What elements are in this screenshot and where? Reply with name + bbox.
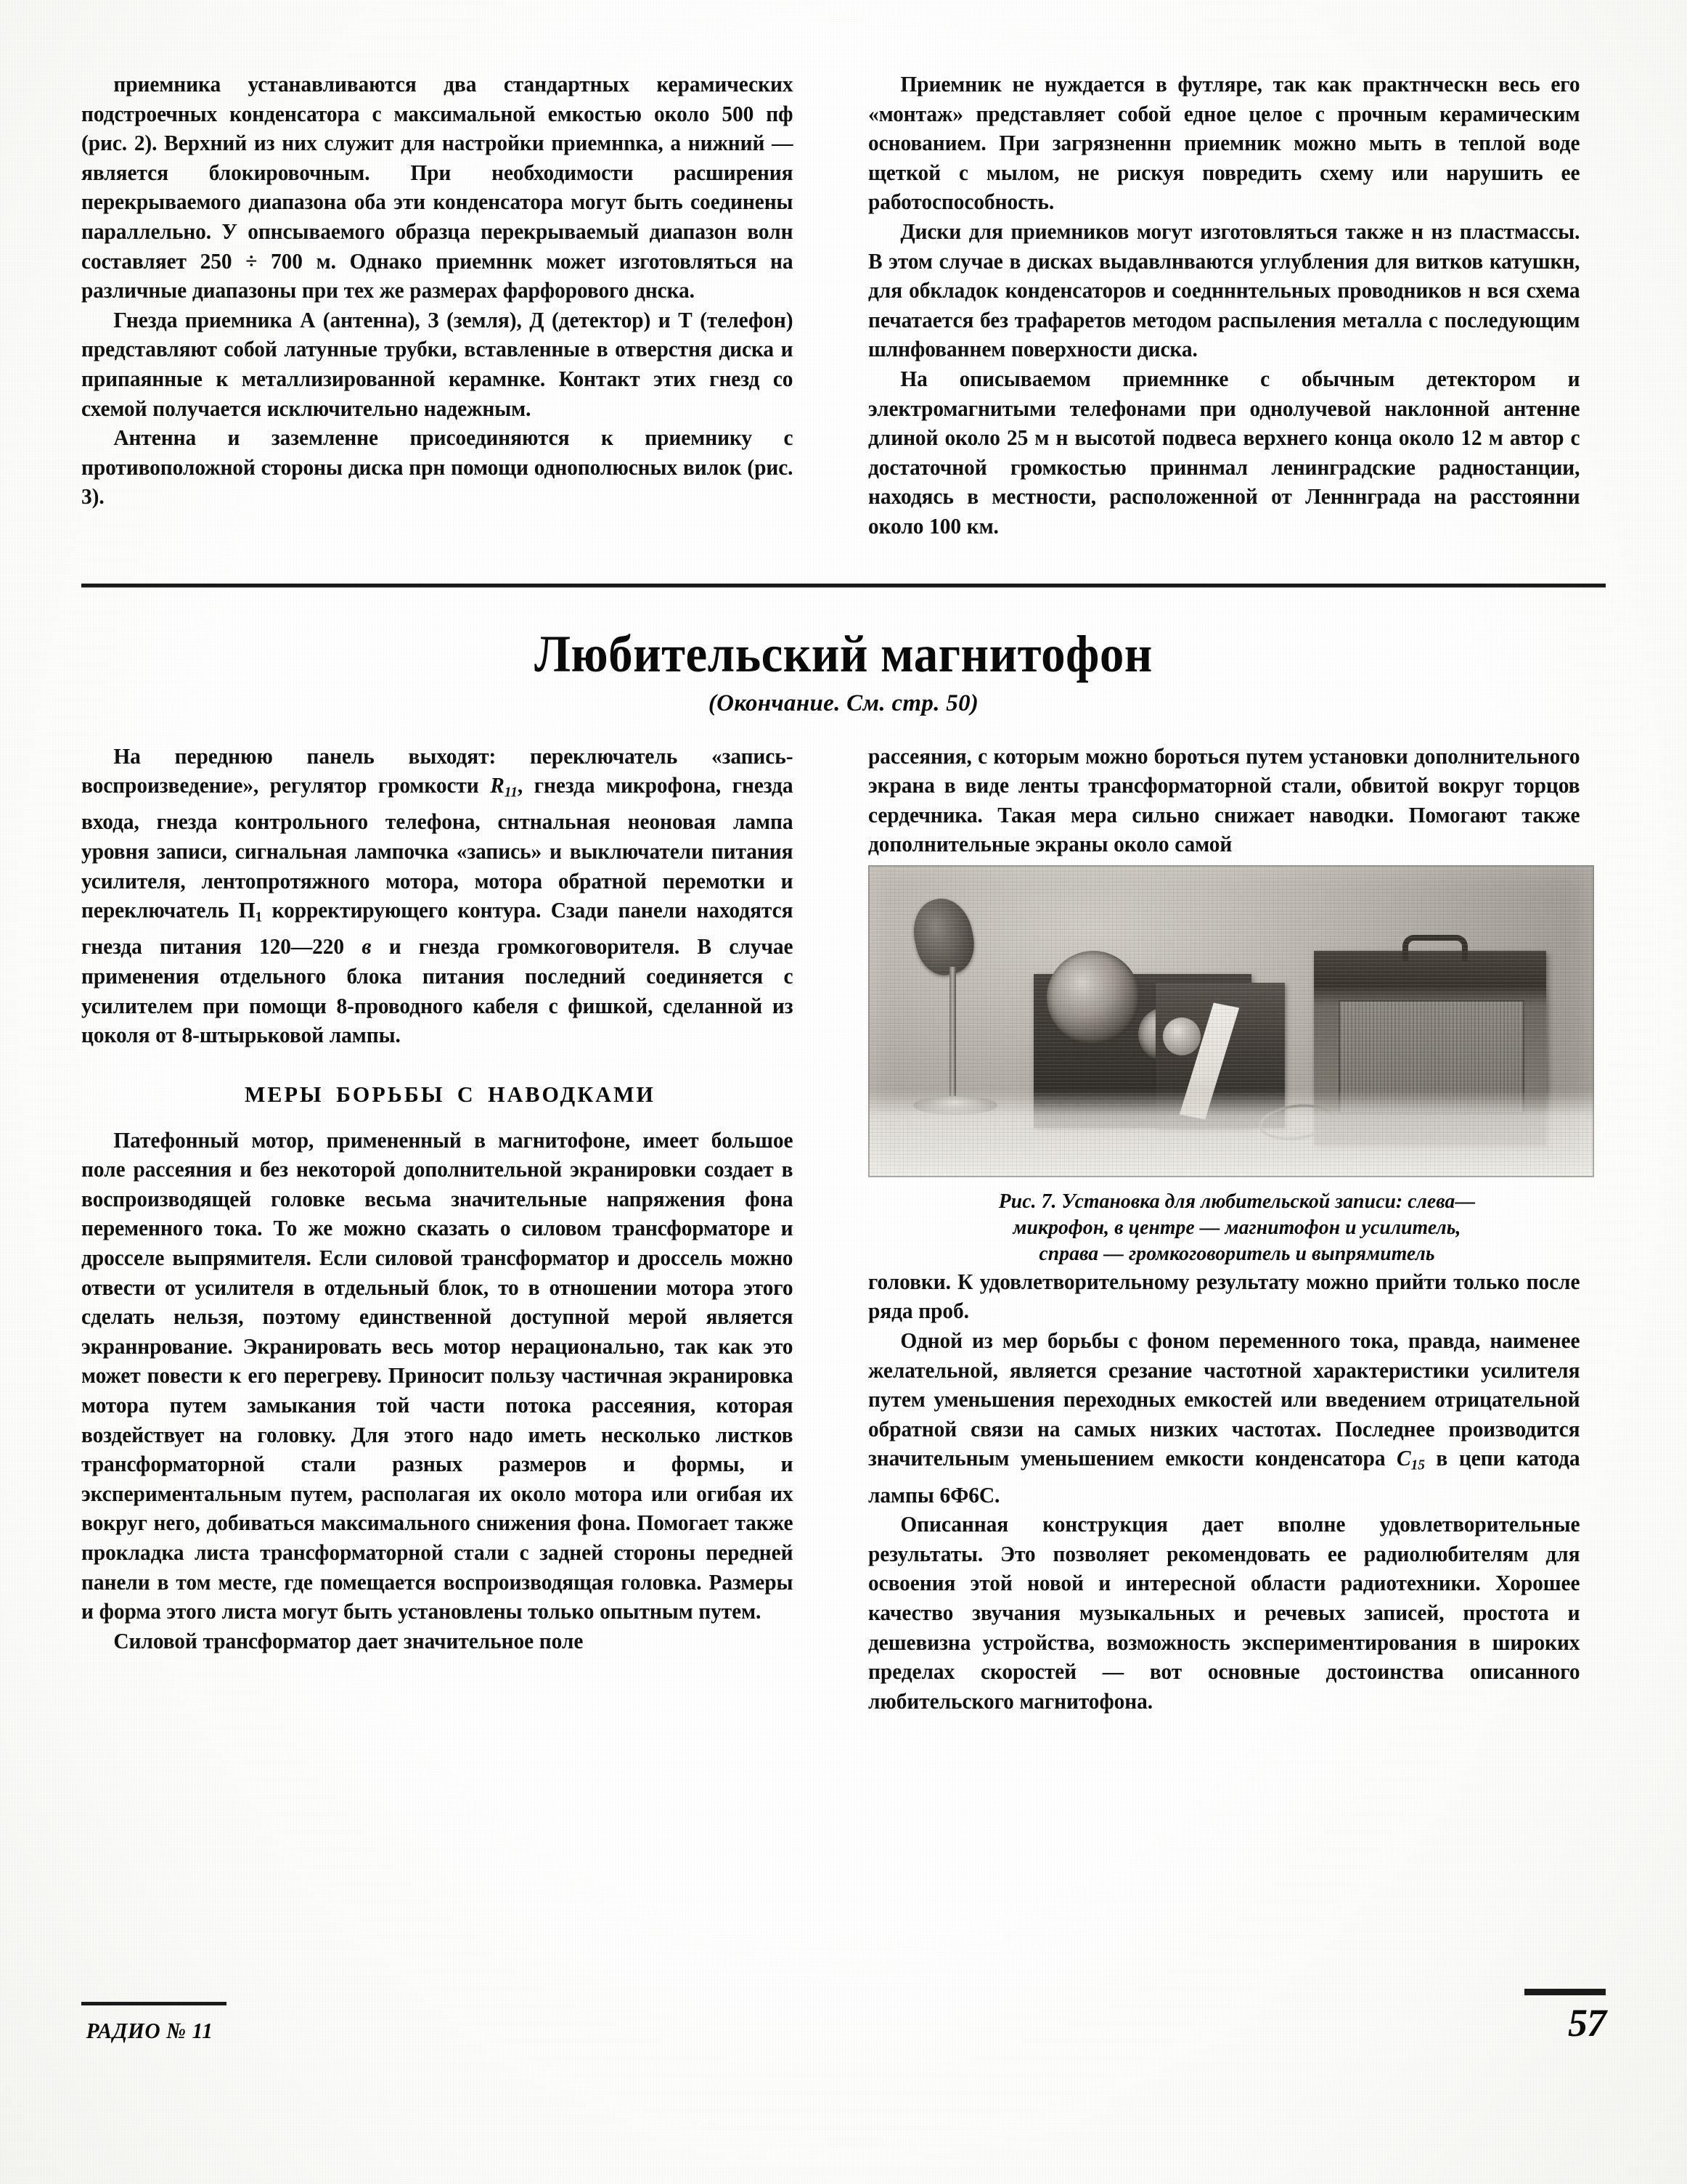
section-heading-interference: МЕРЫ БОРЬБЫ С НАВОДКАМИ	[244, 1081, 656, 1107]
paragraph-capacitor	[868, 1326, 1580, 1510]
top-article-left-column	[81, 70, 819, 541]
paragraph: Патефонный мотор, примененный в магнитофоне, имеет большое поле рассеяния и без некоторой дополнительной экранировки создает в воспроизводящей головке весьма значительные напряжения фона переменного тока. То же можно сказать о силовом трансформаторе и дросселе выпрямителя. Если силовой трансформатор и дроссель можно отвести от усилителя в отдельный блок, то в отношении мотора этого сделать нельзя, поэтому единственной доступной мерой является экраннрование. Экранировать весь мотор нерационально, так как это может повести к его перегреву. Приносит пользу частичная экранировка мотора путем замыкания той части потока рассеяния, которая воздействует на головку. Для этого надо иметь несколько листков трансформаторной стали разных размеров и формы, и экспериментальным путем, располагая их около мотора или огибая их вокруг него, добиваться максимального снижения фона. Помогает также прокладка листа трансформаторной стали с задней стороны передней панели в том месте, где помещается воспроизводящая головка. Размеры и форма этого листа могут быть установлены только опытным путем.	[81, 1127, 793, 1624]
article-separator-rule	[81, 584, 1606, 587]
switch-index: 1	[255, 909, 263, 925]
article-title: Любительский магнитофон	[534, 624, 1153, 683]
figure-caption-line-1: Рис. 7. Установка для любительской записи: слева—	[998, 1190, 1476, 1213]
figure-recording-setup	[868, 865, 1606, 1267]
paragraph: Приемник не нуждается в футляре, так как практнческн весь его «монтаж» представляет собой едное целое с прочным керамическим основанием. При загрязненнн приемник можно мыть в теплой воде щеткой с мылом, не рискуя повредить схему или нарушить ее работоспособность.	[868, 72, 1580, 215]
photo-recording-setup	[868, 865, 1594, 1177]
figure-caption-line-2: микрофон, в центре — магнитофон и усилитель,	[1013, 1216, 1461, 1239]
article-columns	[81, 742, 1606, 1717]
article-right-column	[868, 742, 1606, 1717]
paragraph: Описанная конструкция дает вполне удовлетворительные результаты. Это позволяет рекомендовать ее радиолюбителям для освоения этой новой и интересной области радиотехники. Хорошее качество звучания музыкальных и речевых записей, простота и дешевизна устройства, возможность экспериментирования в широких пределах скоростей — вот основные достоинства описанного любительского магнитофона.	[868, 1512, 1580, 1714]
top-article-columns	[81, 70, 1606, 541]
paragraph: Гнезда приемника А (антенна), З (земля), Д (детектор) и Т (телефон) представляют собой латунные трубки, вставленные в отверстня диска и припаянные к металлизированной керамнке. Контакт этих гнезд со схемой получается исключительно надежным.	[81, 307, 793, 421]
paragraph: головки. К удовлетворительному результату можно прийти только после ряда проб.	[868, 1269, 1580, 1324]
figure-caption	[879, 1189, 1595, 1267]
resistor-symbol: R	[490, 773, 505, 798]
paragraph-front-panel	[81, 742, 793, 1050]
photo-border	[868, 865, 1594, 1177]
page-number: 57	[1568, 2001, 1606, 2045]
paragraph-text: На переднюю панель выходят: переключатель «запись-воспроизведение», регулятор громкости $R_{11}$, гнезда микрофона, гнезда входа, гнезда контрольного телефона, снтнальная неоновая лампа уровня записи, сигнальная лампочка «запись» и выключатели питания усилителя, лентопротяжного мотора, мотора обратной перемотки и переключатель П1 корректирующего контура. Сзади панели находятся гнезда питания 120—220 в и гнезда громкоговорителя. В случае применения отдельного блока питания последний соединяется с усилителем при помощи 8-проводного кабеля с фишкой, сделанной из цоколя от 8-штырьковой лампы.	[81, 743, 793, 1048]
article-left-column	[81, 742, 819, 1717]
paragraph-text: Одной из мер борьбы с фоном переменного тока, правда, наименее желательной, является срезание частотной характеристики усилителя путем уменьшения переходных емкостей или введением отрицательной обратной связи на самых низких частотах. Последнее производится значительным уменьшением емкости конденсатора $C_{15}$ в цепи катода лампы 6Ф6С.	[868, 1328, 1580, 1508]
footer-rule-right	[1524, 1989, 1606, 1995]
resistor-index: 11	[504, 784, 518, 801]
capacitor-index: 15	[1410, 1457, 1425, 1474]
paragraph: Диски для приемников могут изготовляться также н нз пластмассы. В этом случае в дисках выдавлнваются углубления для витков катушкн, для обкладок конденсаторов и соеднннтельных проводников н вся схема печатается без трафаретов методом распыления металла с последующим шлнфованнем поверхности диска.	[868, 218, 1580, 362]
paragraph: Антенна и заземленне присоединяются к приемнику с противоположной стороны диска прн помощи однополюсных вилок (рис. 3).	[81, 425, 793, 510]
page-content	[81, 70, 1606, 1716]
page-footer	[81, 1989, 1606, 2083]
capacitor-symbol: C	[1397, 1446, 1411, 1471]
magazine-issue-label: РАДИО № 11	[86, 2018, 213, 2043]
footer-rule-left	[81, 2002, 226, 2005]
paragraph-continuation: рассеяния, с которым можно бороться путем установки дополнительного экрана в виде ленты трансформаторной стали, обвитой вокруг торцов сердечника. Такая мера сильно снижает наводки. Помогают также дополнительные экраны около самой	[868, 743, 1580, 857]
paragraph: Силовой трансформатор дает значительное поле	[113, 1628, 584, 1653]
paragraph: приемника устанавливаются два стандартных керамических подстроечных конденсатора с максимальной емкостью около 500 пф (рис. 2). Верхний из них служит для настройки приемнnка, а нижний — является блокировочным. При необходимости расширения перекрываемого диапазона оба эти конденсатора могут быть соединены параллельно. У опнсываемого образца перекрываемый диапазон волн составляет 250 ÷ 700 м. Однако приемннк может изготовляться на различные диапазоны при тех же размерах фарфорового днска.	[81, 72, 793, 303]
article-subtitle: (Окончание. См. стр. 50)	[708, 690, 979, 716]
volt-unit: в	[362, 934, 372, 960]
paragraph: На описываемом приемннке с обычным детектором и электромагнитыми телефонами при однолучевой наклонной антенне длиной около 25 м н высотой подвеса верхнего конца около 12 м автор с достаточной громкостью приннмал ленинградские радностанции, находясь в местности, расположенной от Ленннграда на расстоянни около 100 км.	[868, 366, 1580, 539]
top-article-right-column	[868, 70, 1606, 541]
article-header	[81, 625, 1606, 717]
figure-caption-line-3: справа — громкоговоритель и выпрямитель	[1039, 1242, 1435, 1265]
